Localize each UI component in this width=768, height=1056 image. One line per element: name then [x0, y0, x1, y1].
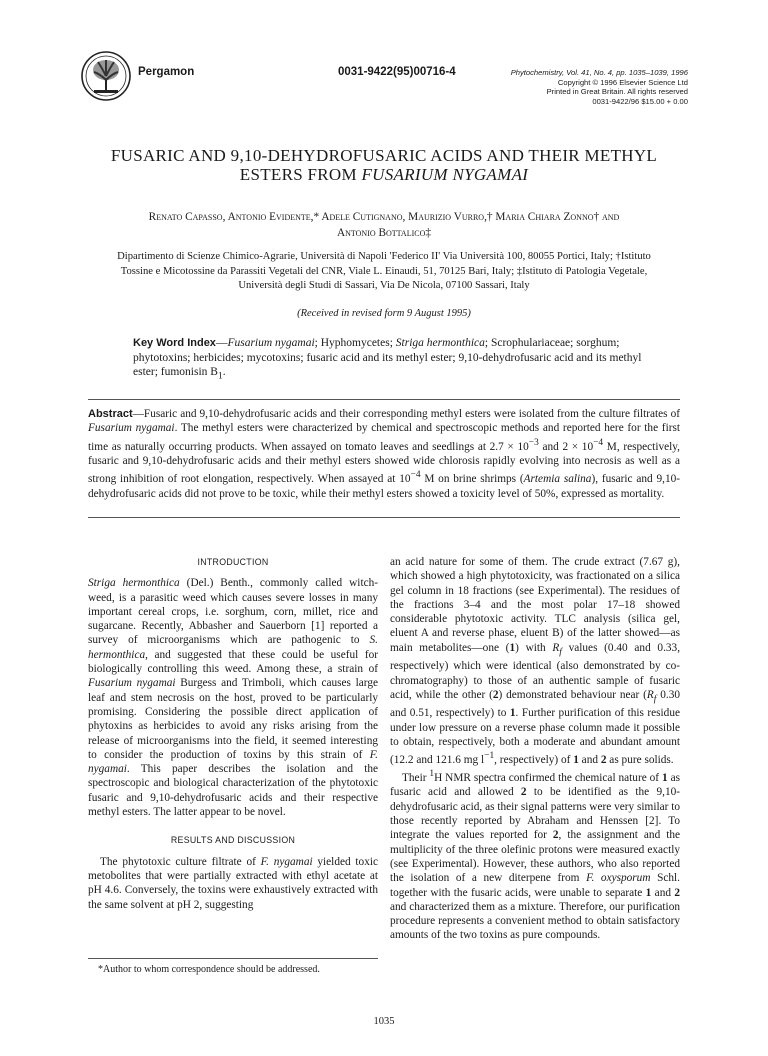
- rf-subscript: f: [559, 647, 562, 658]
- publication-info: [468, 68, 688, 106]
- abstract-italic: Fusarium nygamai: [88, 422, 175, 435]
- authors-line-2: Antonio Bottalico‡: [336, 227, 432, 239]
- rf-symbol: R: [552, 641, 560, 654]
- keywords-italic: Fusarium nygamai: [227, 337, 315, 349]
- affiliations: [92, 250, 676, 294]
- issn-price-line: 0031-9422/96 $15.00 + 0.00: [592, 96, 688, 106]
- abstract-text: —Fusaric and 9,10-dehydrofusaric acids and their corresponding methyl esters were isolated from the culture filtrates of: [132, 408, 680, 420]
- keyword-index: [133, 336, 663, 384]
- footnote: *Author to whom correspondence should be addressed.: [98, 964, 320, 975]
- title-organism: FUSARIUM NYGAMAI: [361, 165, 529, 184]
- compound-number: 1: [509, 707, 516, 720]
- organism-italic: F. oxysporum: [586, 872, 651, 885]
- copyright-line: Copyright © 1996 Elsevier Science Ltd: [557, 77, 688, 87]
- body-text: as fusaric acid and allowed: [390, 772, 680, 799]
- compound-number: 1: [662, 772, 668, 785]
- intro-italic: S. hermonthica: [88, 634, 378, 661]
- left-column: [88, 555, 378, 912]
- abstract-text: . The methyl esters were characterized by chemical and spectroscopic methods and reported here for the first time as naturally occurring products. When assayed on tomato leaves and seedlings at 2.7 × 10: [88, 422, 681, 453]
- body-text: as pure solids.: [606, 754, 674, 767]
- abstract-top-rule: [88, 399, 680, 400]
- compound-number: 1: [573, 754, 579, 767]
- results-text: yielded toxic metobolites that were partially extracted with ethyl acetate at pH 4.6. Conversely, the toxins were exhaustively extracted with the same solvent at pH 2, suggesting: [88, 855, 378, 911]
- printed-line: Printed in Great Britain. All rights reserved: [546, 87, 688, 97]
- journal-citation: Phytochemistry, Vol. 41, No. 4, pp. 1035–1039, 1996: [510, 68, 688, 77]
- rf-symbol: R: [646, 688, 654, 701]
- compound-number: 2: [674, 886, 680, 899]
- page-number: 1035: [373, 1016, 395, 1027]
- intro-text: . This paper describes the isolation and the spectroscopic and biological characterization of the phytotoxic fusaric and 9,10-dehydrofusaric acids and their respective methyl esters. The latter appear to be novel.: [88, 763, 378, 819]
- publisher-name: Pergamon: [138, 66, 195, 78]
- results-text: The phytotoxic culture filtrate of: [100, 855, 261, 868]
- intro-text: (Del.) Benth., commonly called witch-weed, is a parasitic weed which causes severe losses in many important cereal crops, i.e. sorghum, corn, millet, rice and sugarcane. Recently, Abbasher and Sauerborn [1] reported a survey of microorganisms which are pathogenic to: [88, 577, 379, 647]
- doi-code: 0031-9422(95)00716-4: [338, 66, 456, 78]
- right-column: [390, 555, 680, 943]
- affiliation-line-2: Tossine e Micotossine da Parassiti Vegetali del CNR, Viale L. Einaudi, 51, 70125 Bari, Italy; ‡Istituto di Patologia Vegetale,: [120, 265, 648, 277]
- body-text: , respectively) of: [494, 754, 574, 767]
- footnote-rule: [88, 958, 378, 959]
- compound-number: 2: [552, 829, 559, 842]
- body-text: Schl. together with the fusaric acids, were unable to separate: [390, 872, 680, 899]
- unit-superscript: −1: [484, 751, 495, 762]
- affiliation-line-3: Università degli Studi di Sassari, Via De Nicola, 07100 Sassari, Italy: [238, 280, 530, 291]
- article-title: [80, 146, 688, 184]
- compound-number: 1: [509, 641, 516, 654]
- title-line-2-text: ESTERS FROM: [239, 165, 362, 184]
- compound-number: 2: [600, 754, 607, 767]
- body-text: values (0.40 and 0.33, respectively) which were identical (also demonstrated by co-chromatography) to those of an authentic sample of fusaric acid, while the other (: [390, 641, 681, 701]
- results-paragraph: [88, 855, 378, 912]
- abstract-text: M on brine shrimps (: [420, 473, 524, 486]
- keywords-text: ; Hyphomycetes;: [314, 337, 396, 349]
- intro-text: Burgess and Trimboli, which causes large leaf and stem necrosis on the host, proved to be particularly promising. Considering the possible direct application of phytoxins as herbicides to avoid any risks arising from the release of microorganisms into the field, it seemed interesting to consider the production of toxins by this strain of: [88, 677, 378, 761]
- received-date: (Received in revised form 9 August 1995): [297, 308, 471, 319]
- abstract: [88, 407, 680, 501]
- rf-subscript: f: [653, 694, 657, 705]
- keywords-label: Key Word Index: [133, 337, 216, 349]
- title-line-1: FUSARIC AND 9,10-DEHYDROFUSARIC ACIDS AND THEIR METHYL: [110, 146, 658, 165]
- abstract-text: and 2 × 10: [538, 440, 594, 453]
- introduction-heading: INTRODUCTION: [197, 557, 269, 567]
- body-text: and: [651, 886, 675, 899]
- abstract-text: ), fusaric and 9,10-dehydrofusaric acids did not prove to be toxic, while their methyl esters showed a toxicity level of 50%, expressed as mortality.: [88, 473, 681, 500]
- compound-number: 2: [520, 786, 527, 799]
- keywords-text: ; Scrophulariaceae; sorghum; phytotoxins; herbicides; mycotoxins; fusaric acid and its methyl ester; 9,10-dehydrofusaric acid and its methyl ester; fumonisin B: [133, 337, 642, 379]
- title-line-2: [80, 165, 688, 184]
- intro-text: , and suggested that these could be useful for biologically controlling this weed. Among these, a strain of: [88, 648, 378, 676]
- body-text: and characterized them as a mixture. Therefore, our purification procedure represents a convenient method to obtain satisfactory amounts of the two toxins as pure compounds.: [390, 900, 680, 942]
- body-text: Their: [402, 772, 430, 785]
- body-text: ) with: [515, 641, 553, 654]
- intro-italic: Striga hermonthica: [88, 577, 180, 590]
- body-text: ) demonstrated behaviour near (: [498, 688, 647, 701]
- author-list: [92, 209, 676, 241]
- affiliation-line-1: Dipartimento di Scienze Chimico-Agrarie, Università di Napoli 'Federico II' Via Università 100, 80055 Portici, Italy; †Istituto: [117, 251, 651, 262]
- body-text: . Further purification of this residue under low pressure on a reverse phase column made it possible to obtain, respectively, both a moderate and abundant amount (12.2 and 121.6 mg l: [390, 707, 680, 767]
- abstract-superscript: −4: [410, 470, 421, 481]
- abstract-superscript: −4: [593, 437, 604, 448]
- body-text: H NMR spectra confirmed the chemical nature of: [434, 772, 662, 785]
- body-text: and: [578, 754, 601, 767]
- intro-italic: F. nygamai: [88, 748, 378, 776]
- body-text: to be identified as the 9,10-dehydrofusaric acid, as their signal patterns were very similar to those recently reported by Abraham and Henssen [2]. To integrate the values reported for: [390, 786, 680, 842]
- keywords-text: .: [222, 366, 226, 379]
- abstract-superscript: −3: [528, 437, 539, 448]
- results-paragraph-continued: [390, 555, 680, 767]
- introduction-paragraph: [88, 576, 378, 819]
- keywords-text: —: [215, 337, 228, 349]
- keywords-subscript: 1: [217, 370, 223, 382]
- results-italic: F. nygamai: [260, 855, 313, 868]
- keywords-italic: Striga hermonthica: [395, 337, 485, 349]
- elsevier-tree-logo-icon: [80, 50, 132, 102]
- results-heading: RESULTS AND DISCUSSION: [170, 835, 296, 846]
- nmr-paragraph: [390, 767, 680, 942]
- isotope-superscript: 1: [429, 769, 435, 780]
- body-text: an acid nature for some of them. The crude extract (7.67 g), which showed a high phytotoxicity, was fractionated on a silica gel column in 18 fractions (see Experimental). The residues of the fractions 3–4 and the most polar 17–18 showed considerable phytotoxic activity. TLC analysis (silica gel, eluent A and reverse phase, eluent B) of the latter showed—as main metabolites—one (: [390, 556, 680, 654]
- abstract-italic: Artemia salina: [523, 473, 592, 486]
- abstract-label: Abstract: [88, 408, 133, 420]
- compound-number: 2: [492, 688, 499, 701]
- compound-number: 1: [645, 886, 652, 899]
- abstract-bottom-rule: [88, 517, 680, 518]
- authors-line-1: Renato Capasso, Antonio Evidente,* Adele Cutignano, Maurizio Vurro,† Maria Chiara Zonno† and: [148, 211, 620, 223]
- abstract-text: M, respectively, fusaric and 9,10-dehydrofusaric acids and their methyl esters showed wide chlorosis rapidly evolving into necrosis as well as a strong inhibition of root elongation, respectively. When assayed at 10: [88, 440, 680, 486]
- intro-italic: Fusarium nygamai: [88, 677, 176, 690]
- body-text: 0.30 and 0.51, respectively) to: [390, 688, 680, 720]
- body-text: , the assignment and the multiplicity of the three olefinic protons were measured exactly (see Experimental). However, these authors, who also reported the isolation of a new diterpene from: [390, 829, 681, 885]
